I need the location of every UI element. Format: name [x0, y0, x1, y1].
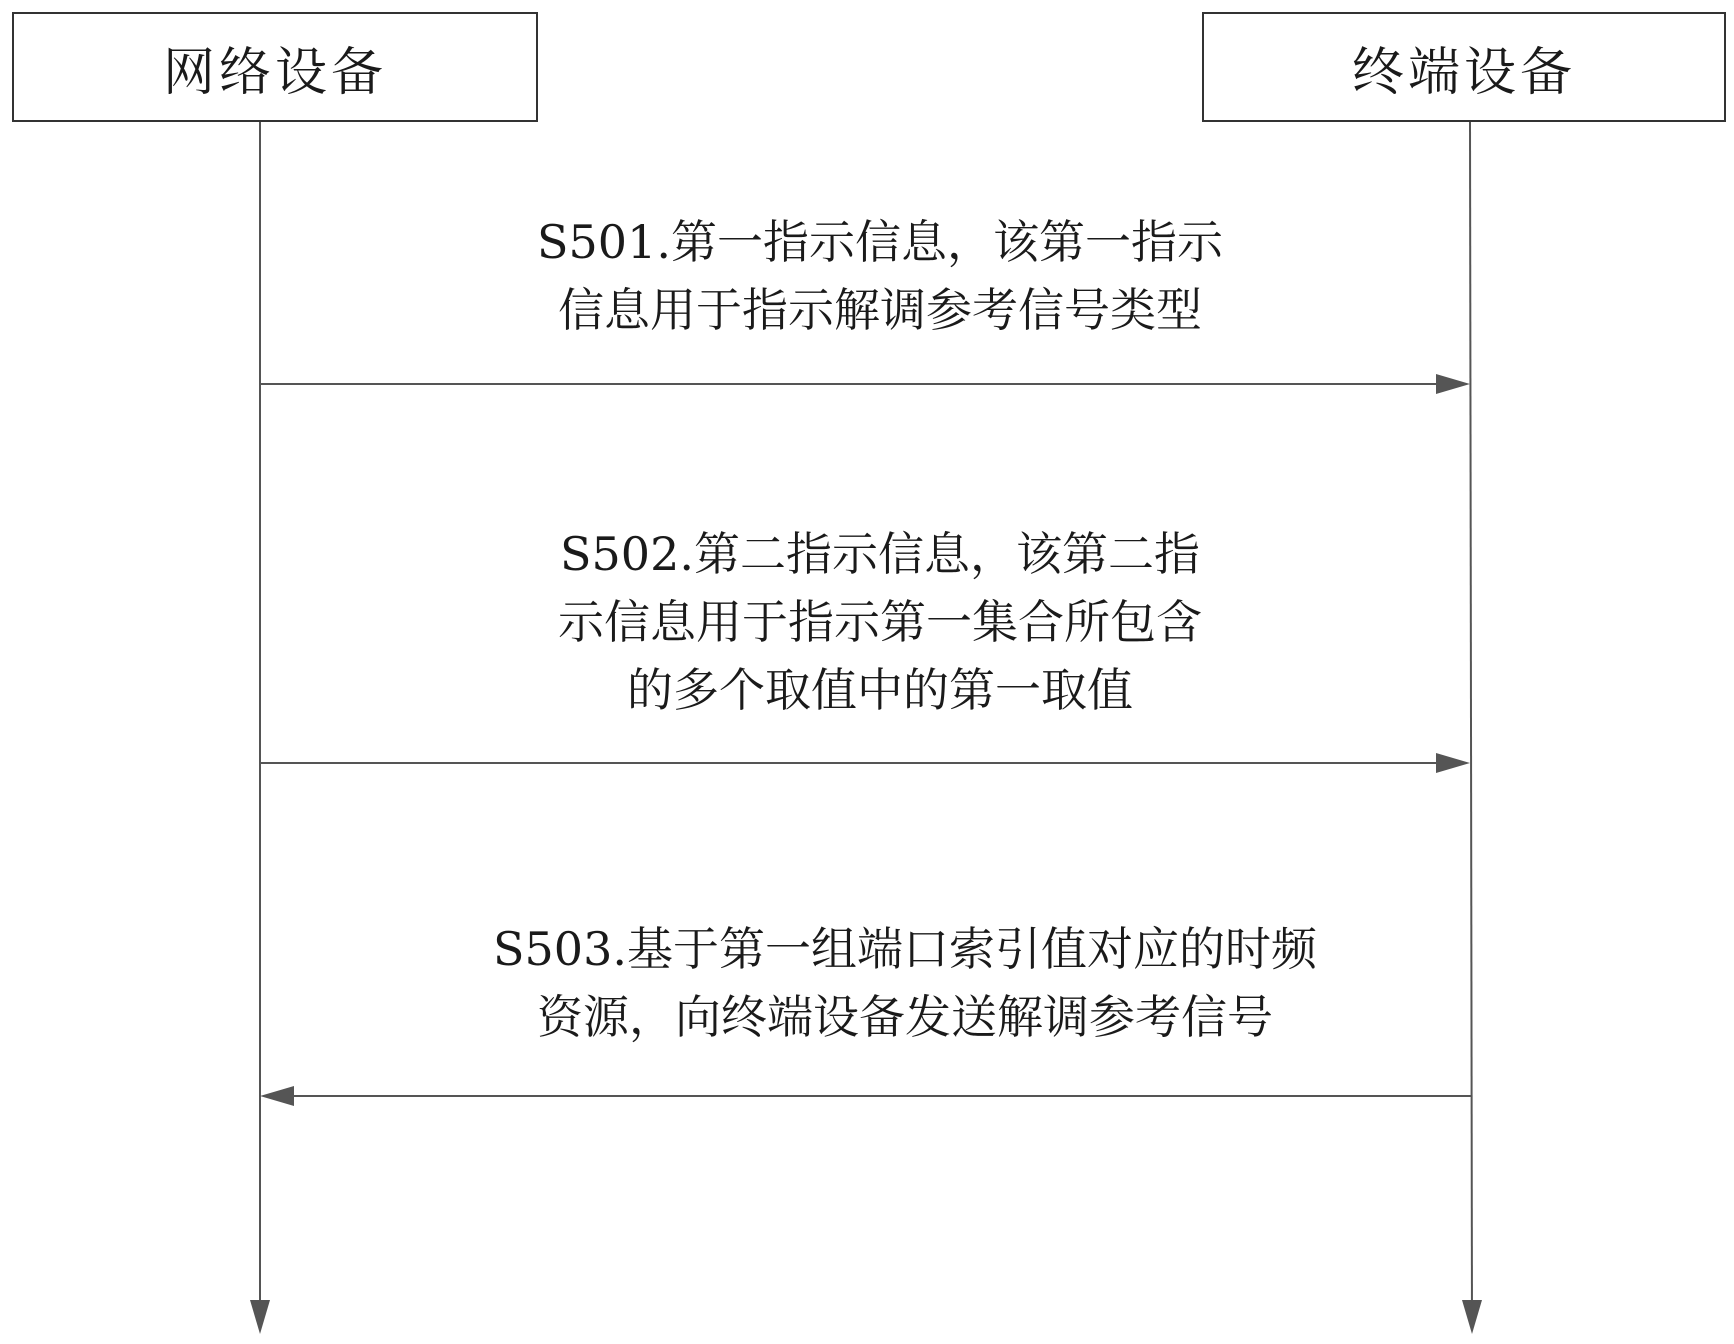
lifeline-terminal-arrowhead	[1462, 1300, 1482, 1334]
message-text-line: 示信息用于指示第一集合所包含	[558, 595, 1202, 649]
message-text-line: S502.第二指示信息，该第二指	[560, 527, 1200, 581]
participant-terminal-label: 终端设备	[1351, 42, 1576, 103]
message-label-s501	[380, 208, 1380, 344]
participant-network-label: 网络设备	[162, 42, 387, 103]
message-arrowhead-s502	[1436, 753, 1470, 773]
message-arrowhead-s501	[1436, 374, 1470, 394]
participant-network-device	[12, 12, 538, 122]
participant-terminal-device	[1202, 12, 1726, 122]
lifeline-terminal	[1470, 122, 1472, 1330]
message-arrowhead-s503	[260, 1086, 294, 1106]
message-text-line: S503.基于第一组端口索引值对应的时频	[493, 922, 1317, 976]
message-label-s503	[360, 915, 1450, 1051]
message-text-line: 的多个取值中的第一取值	[627, 663, 1133, 717]
message-label-s502	[380, 520, 1380, 724]
message-text-line: 信息用于指示解调参考信号类型	[558, 283, 1202, 337]
lifeline-network-arrowhead	[250, 1300, 270, 1334]
message-text-line: 资源，向终端设备发送解调参考信号	[537, 990, 1273, 1044]
message-text-line: S501.第一指示信息，该第一指示	[537, 215, 1223, 269]
